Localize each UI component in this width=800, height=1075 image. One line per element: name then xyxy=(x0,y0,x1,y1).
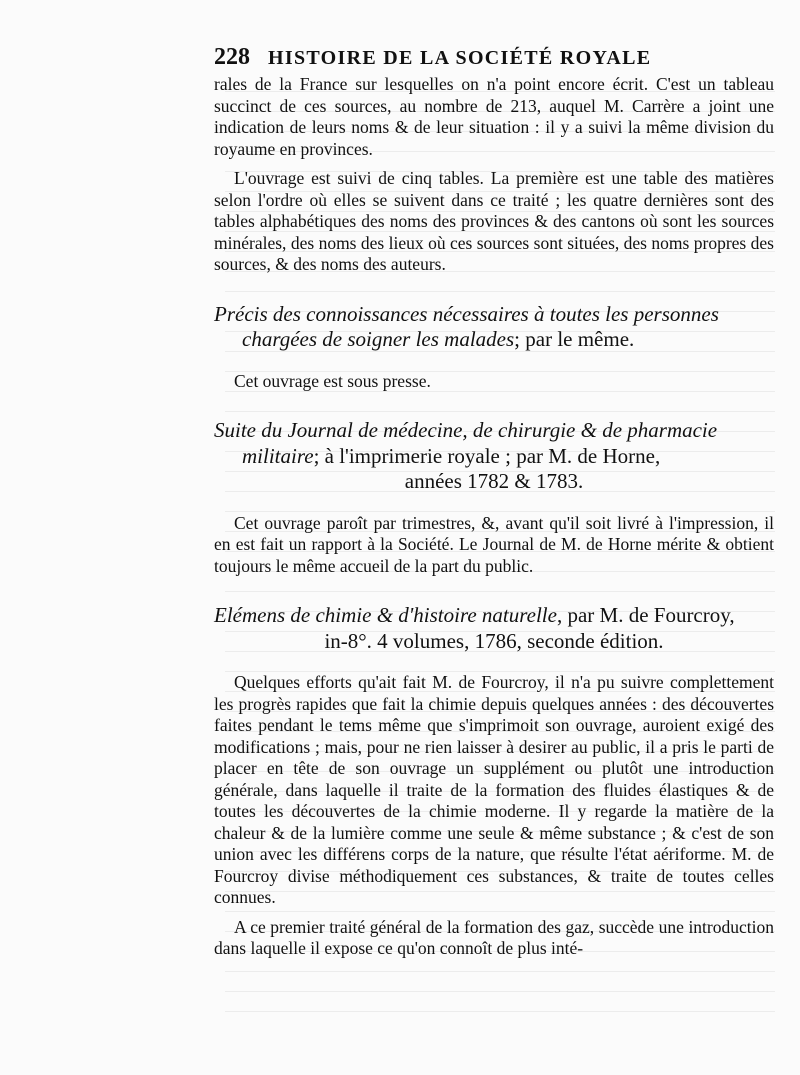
heading-journal-line-1: Suite du Journal de médecine, de chirurgie & de pharmacie xyxy=(214,418,718,442)
heading-elemens-line-1-roman: , par M. de Fourcroy, xyxy=(556,603,735,627)
heading-precis-line-2 xyxy=(214,327,774,353)
heading-journal-line-3: années 1782 & 1783. xyxy=(404,469,584,493)
paragraph-premier-traite: A ce premier traité général de la formation des gaz, succède une introduction dans laquelle il expose ce qu'on connoît de plus inté- xyxy=(214,916,774,958)
page-header xyxy=(214,44,774,74)
heading-journal-line-2-roman: ; à l'imprimerie royale ; par M. de Horne, xyxy=(313,443,661,468)
heading-precis-connoissances xyxy=(214,302,774,353)
paragraph-cinq-tables: L'ouvrage est suivi de cinq tables. La première est une table des matières selon l'ordre où elles se suivent dans ce traité ; les quatre dernières sont des tables alphabétiques des noms des provinces & des cantons où sont les sources minérales, des noms des lieux où ces sources sont situées, des noms propres des sources, & des noms des auteurs. xyxy=(214,168,774,274)
heading-journal-line-2 xyxy=(214,444,774,470)
show-through-mark xyxy=(380,970,440,992)
paragraph-trimestres: Cet ouvrage paroît par trimestres, &, avant qu'il soit livré à l'impression, il en est fait un rapport à la Société. Le Journal de M. de Horne mérite & obtient toujours le même accueil de la part du public. xyxy=(214,512,774,576)
heading-precis-line-2-roman: ; par le même. xyxy=(514,327,635,351)
heading-elemens-line-1 xyxy=(214,603,774,629)
heading-elemens-chimie xyxy=(214,603,774,654)
heading-elemens-line-2: in-8°. 4 volumes, 1786, seconde édition. xyxy=(324,628,664,653)
running-head: HISTOIRE DE LA SOCIÉTÉ ROYALE xyxy=(268,47,652,69)
heading-precis-line-2-italic: chargées de soigner les malades xyxy=(242,327,515,351)
page-body xyxy=(214,74,774,1064)
heading-journal-line-2-italic: militaire xyxy=(242,443,314,468)
paragraph-fourcroy-efforts: Quelques efforts qu'ait fait M. de Fourcroy, il n'a pu suivre complettement les progrès rapides que fait la chimie depuis quelques années : des découvertes faites pendant le tems même que s'imprimoit son ouvrage, auroient exigé des modifications ; mais, pour ne rien laisser à desirer au public, il a pris le parti de placer en tête de son ouvrage un supplément ou plutôt une introduction générale, dans laquelle il traite de la formation des fluides élastiques & de toutes les découvertes de la chimie moderne. Il y regarde la matière de la chaleur & de la lumière comme une seule & même substance ; & c'est de son union avec les différens corps de la nature, que résulte l'état aériforme. M. de Fourcroy divise méthodiquement ces substances, & traite de toutes celles connues. xyxy=(214,672,774,907)
paragraph-sources-tableau: rales de la France sur lesquelles on n'a point encore écrit. C'est un tableau succinct de ces sources, au nombre de 213, auquel M. Carrère a joint une indication de leurs noms & de leur situation : il y a suivi la même division du royaume en provinces. xyxy=(214,74,774,159)
paragraph-sous-presse: Cet ouvrage est sous presse. xyxy=(234,370,431,391)
heading-precis-line-1: Précis des connoissances nécessaires à toutes les personnes xyxy=(214,301,719,326)
heading-journal-medecine xyxy=(214,418,774,495)
heading-elemens-line-1-italic: Elémens de chimie & d'histoire naturelle xyxy=(214,603,557,627)
page-number: 228 xyxy=(214,44,250,70)
